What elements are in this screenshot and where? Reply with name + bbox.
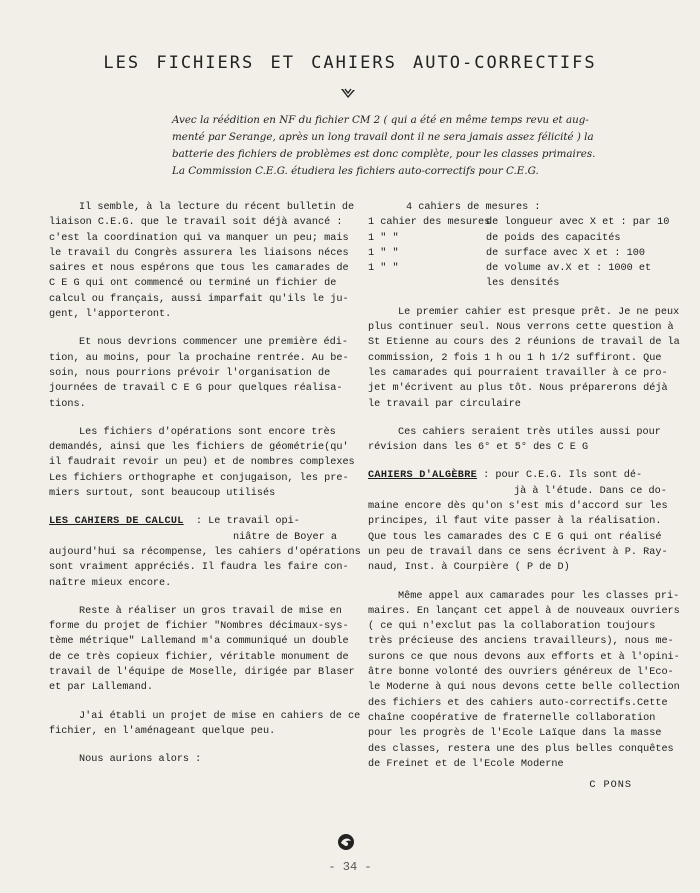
- text-line: c'est la coordination qui va manquer un peu; mais: [49, 232, 349, 244]
- text-line: des fichiers et des cahiers auto-correctifs.Cette: [368, 697, 668, 709]
- paragraph-bulletin: [49, 200, 355, 322]
- text-line: de Freinet et de l'Ecole Moderne: [368, 758, 564, 770]
- text-line: liaison C.E.G. que le travail soit déjà avancé :: [49, 217, 343, 229]
- text-line: saires et nous espérons que tous les camarades de: [49, 263, 349, 275]
- paragraph-reste: [49, 604, 355, 696]
- text-line: soin, nous pourrions prévoir l'organisation de: [49, 367, 331, 379]
- text-line: un peu de travail dans ce sens écrivent à P. Ray-: [368, 546, 668, 558]
- text-line: niâtre de Boyer a: [233, 531, 337, 543]
- text-line: Que tous les camarades des C E G qui ont réalisé: [368, 531, 662, 543]
- list-item-value: de surface avec X et : 100: [486, 247, 645, 259]
- publisher-logo-icon: [337, 833, 355, 851]
- text-line: Reste à réaliser un gros travail de mise en: [79, 605, 342, 617]
- list-item: [368, 246, 668, 261]
- list-item-label: [368, 276, 486, 291]
- list-item: [368, 231, 668, 246]
- ornament-icon: [339, 87, 357, 101]
- paragraph-premier-cahier: [368, 305, 680, 412]
- list-item-label: 1 " ": [368, 232, 399, 244]
- text-line: commission, 2 fois 1 h ou 1 h 1/2 suffiront. Que: [368, 352, 662, 364]
- text-line: fichier, en l'aménageant quelque peu.: [49, 725, 276, 737]
- intro-line: La Commission C.E.G. étudiera les fichiers auto-correctifs pour C.E.G.: [172, 165, 539, 177]
- paragraph-revision: [368, 425, 668, 456]
- text-line: jà à l'étude. Dans ce do-: [514, 485, 667, 497]
- text-line: le travail par circulaire: [368, 398, 521, 410]
- list-item-value: de poids des capacités: [486, 232, 621, 244]
- paragraph-alors: [49, 752, 349, 767]
- section-cahiers-algebre: [368, 468, 668, 575]
- text-line: le travail du Congrès assurera les liaisons néces: [49, 247, 349, 259]
- text-line: Nous aurions alors :: [79, 754, 202, 766]
- text-line: les camarades qui pourraient travailler à ce pro-: [368, 367, 668, 379]
- list-item-label: 1 " ": [368, 247, 399, 259]
- list-item-value: de longueur avec X et : par 10: [486, 217, 670, 229]
- text-line: surons ce que nous devons aux efforts et à l'opini-: [368, 651, 680, 663]
- text-line: St Etienne au cours des 2 réunions de travail de la: [368, 337, 680, 349]
- text-line: et par Lallemand.: [49, 682, 153, 694]
- text-line: pour les progrès de l'Ecole Laïque dans la masse: [368, 728, 662, 740]
- text-line: demandés, ainsi que les fichiers de géométrie(qu': [49, 442, 349, 454]
- text-line: ( ce qui n'exclut pas la collaboration toujours: [368, 621, 656, 633]
- paragraph-operations: [49, 425, 355, 501]
- intro-paragraph: [172, 112, 654, 180]
- text-line: il faudrait revoir un peu) et de nombres complexes: [49, 457, 355, 469]
- list-item: [368, 215, 668, 230]
- list-item-label: 1 " ": [368, 263, 399, 275]
- text-line: Ces cahiers seraient très utiles aussi pour: [398, 426, 661, 438]
- text-line: naître mieux encore.: [49, 577, 172, 589]
- text-line: calcul ou français, aussi imparfait qu'ils le ju-: [49, 293, 349, 305]
- text-line: J'ai établi un projet de mise en cahiers de ce: [79, 710, 361, 722]
- paragraph-appel: [368, 589, 680, 773]
- intro-line: batterie des fichiers de problèmes est donc complète, pour les classes primaires.: [172, 148, 596, 160]
- list-item-value: de volume av.X et : 1000 et: [486, 263, 652, 275]
- intro-line: menté par Serange, après un long travail dont il ne sera jamais assez félicité ) la: [172, 131, 594, 143]
- text-line: Les fichiers d'opérations sont encore très: [79, 426, 336, 438]
- section-cahiers-calcul: [49, 514, 361, 590]
- text-line: sont vraiment appréciés. Il faudra les faire con-: [49, 562, 349, 574]
- text-line: tion, au moins, pour la prochaine rentrée. Au be-: [49, 352, 349, 364]
- text-line: : Le travail opi-: [195, 516, 300, 528]
- text-line: de ce très copieux fichier, véritable monument de: [49, 651, 349, 663]
- page-number: - 34 -: [328, 860, 372, 874]
- list-item-label: 1 cahier des mesures: [368, 217, 491, 229]
- signature: C PONS: [589, 780, 632, 792]
- list-item-value: les densités: [486, 278, 560, 290]
- text-line: gent, l'apporteront.: [49, 309, 172, 321]
- text-line: tème métrique" Lallemand m'a communiqué un double: [49, 636, 349, 648]
- text-line: Et nous devrions commencer une première édi-: [79, 337, 348, 349]
- text-line: chaîne coopérative de fraternelle collaboration: [368, 712, 656, 724]
- text-line: principes, il faut vite passer à la réalisation.: [368, 516, 662, 528]
- text-line: maine encore dès qu'on s'est mis d'accord sur les: [368, 501, 668, 513]
- text-line: Même appel aux camarades pour les classes pri-: [398, 590, 680, 602]
- text-line: Le premier cahier est presque prêt. Je ne peux: [398, 306, 680, 318]
- text-line: révision dans les 6° et 5° des C E G: [368, 442, 589, 454]
- text-line: le Moderne à qui nous devons cette belle collection: [368, 682, 680, 694]
- text-line: plus continuer seul. Nous verrons cette question à: [368, 322, 674, 334]
- intro-line: Avec la réédition en NF du fichier CM 2 ( qui a été en même temps revu et aug-: [172, 114, 589, 126]
- text-line: Les fichiers orthographe et conjugaison, les pre-: [49, 472, 349, 484]
- text-line: miers surtout, sont beaucoup utilisés: [49, 488, 276, 500]
- text-line: très précieuse des anciens travailleurs), nous me-: [368, 636, 674, 648]
- section-heading-algebre: CAHIERS D'ALGÈBRE: [368, 470, 478, 482]
- text-line: travail de l'équipe de Moselle, dirigée par Blaser: [49, 667, 355, 679]
- text-line: journées de travail C E G pour quelques réalisa-: [49, 383, 343, 395]
- text-line: : pour C.E.G. Ils sont dé-: [483, 470, 643, 482]
- text-line: maires. En lançant cet appel à de nouveaux ouvriers: [368, 605, 680, 617]
- left-column: [49, 200, 361, 781]
- text-line: jet m'écrivent au plus tôt. Nous préparerons déjà: [368, 383, 668, 395]
- section-heading-calcul: LES CAHIERS DE CALCUL: [49, 516, 184, 528]
- text-line: naud, Inst. à Courpière ( P de D): [368, 562, 570, 574]
- text-line: Il semble, à la lecture du récent bulletin de: [79, 202, 355, 213]
- text-line: C E G qui ont commencé ou terminé un fichier de: [49, 278, 337, 290]
- text-line: des classes, restera une des plus belles conquêtes: [368, 743, 674, 755]
- list-item: [368, 276, 668, 291]
- text-line: forme du projet de fichier "Nombres décimaux-sys-: [49, 621, 349, 633]
- text-line: tions.: [49, 398, 86, 410]
- paragraph-edition: [49, 335, 349, 411]
- page-title: LES FICHIERS ET CAHIERS AUTO-CORRECTIFS: [103, 53, 597, 73]
- text-line: âtre bonne volonté des ouvriers généreux de l'Eco-: [368, 667, 674, 679]
- right-column: [368, 200, 680, 793]
- mesures-list: [368, 215, 668, 291]
- mesures-heading: 4 cahiers de mesures :: [406, 202, 541, 213]
- list-item: [368, 261, 668, 276]
- paragraph-projet: [49, 709, 361, 740]
- text-line: aujourd'hui sa récompense, les cahiers d'opérations: [49, 546, 361, 558]
